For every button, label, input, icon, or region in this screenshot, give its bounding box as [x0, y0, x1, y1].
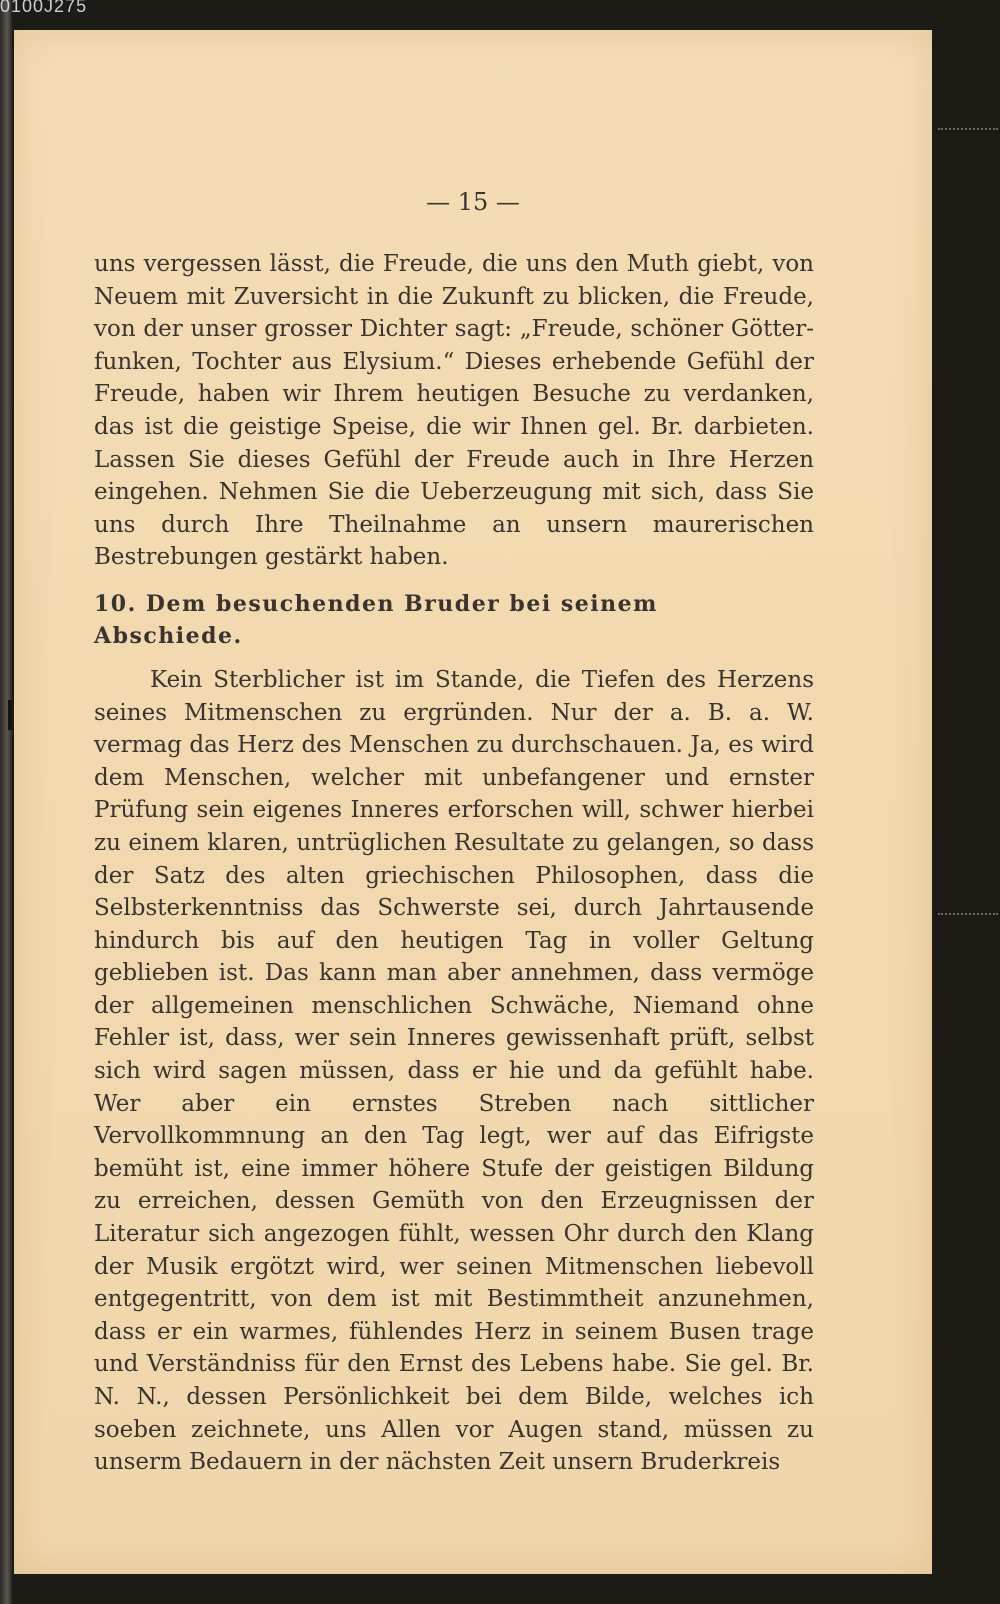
- section-heading: 10. Dem besuchenden Bruder bei seinem Abschiede.: [94, 590, 658, 649]
- scan-id-label: 0100J275: [0, 0, 88, 16]
- page-number-text: — 15 —: [426, 188, 520, 216]
- margin-dots: [938, 128, 998, 132]
- paragraph-main: Kein Sterblicher ist im Stande, die Tiefen des Herzens seines Mitmenschen zu ergründen. Nur der a. B. a. W. vermag das Herz des Menschen zu durchschauen. Ja, es wird dem Menschen, welcher mit unbefangener und ernster Prüfung sein eigenes Inneres erforschen will, schwer hierbei zu einem klaren, untrüglichen Resultate zu gelangen, so dass der Satz des alten griechischen Philosophen, dass die Selbsterkenntniss das Schwerste sei, durch Jahrtausende hindurch bis auf den heutigen Tag in voller Geltung geblieben ist. Das kann man aber annehmen, dass vermöge der allgemeinen menschlichen Schwäche, Niemand ohne Fehler ist, dass, wer sein Inneres gewissenhaft prüft, selbst sich wird sagen müssen, dass er hie und da gefühlt habe. Wer aber ein ernstes Streben nach sittlicher Vervollkommnung an den Tag legt, wer auf das Eifrigste bemüht ist, eine immer höhere Stufe der geistigen Bildung zu erreichen, dessen Gemüth von den Erzeugnissen der Literatur sich angezogen fühlt, wessen Ohr durch den Klang der Musik ergötzt wird, wer seinen Mitmenschen liebevoll entgegentritt, von dem ist mit Bestimmtheit anzunehmen, dass er ein warmes, fühlendes Herz in seinem Busen trage und Verständniss für den Ernst des Lebens habe. Sie gel. Br. N. N., dessen Persönlichkeit bei dem Bilde, welches ich soeben zeichnete, uns Allen vor Augen stand, müssen zu unserm Bedauern in der nächsten Zeit unsern Bruderkreis: [94, 666, 814, 1476]
- margin-dots: [938, 913, 998, 917]
- page-body: [94, 248, 814, 1479]
- margin-mark: [8, 700, 12, 730]
- scan-left-edge: [0, 0, 12, 1604]
- paragraph-continuation: uns vergessen lässt, die Freude, die uns den Muth giebt, von Neuem mit Zuversicht in die Zukunft zu blicken, die Freude, von der unser grosser Dichter sagt: „Freude, schöner Götter-funken, Tochter aus Elysium.“ Dieses erhebende Gefühl der Freude, haben wir Ihrem heutigen Besuche zu verdanken, das ist die geistige Speise, die wir Ihnen gel. Br. darbieten. Lassen Sie dieses Gefühl der Freude auch in Ihre Herzen eingehen. Nehmen Sie die Ueberzeugung mit sich, dass Sie uns durch Ihre Theilnahme an unsern maurerischen Bestrebungen gestärkt haben.: [94, 251, 814, 571]
- page-number: [14, 188, 932, 216]
- book-page: [14, 30, 932, 1574]
